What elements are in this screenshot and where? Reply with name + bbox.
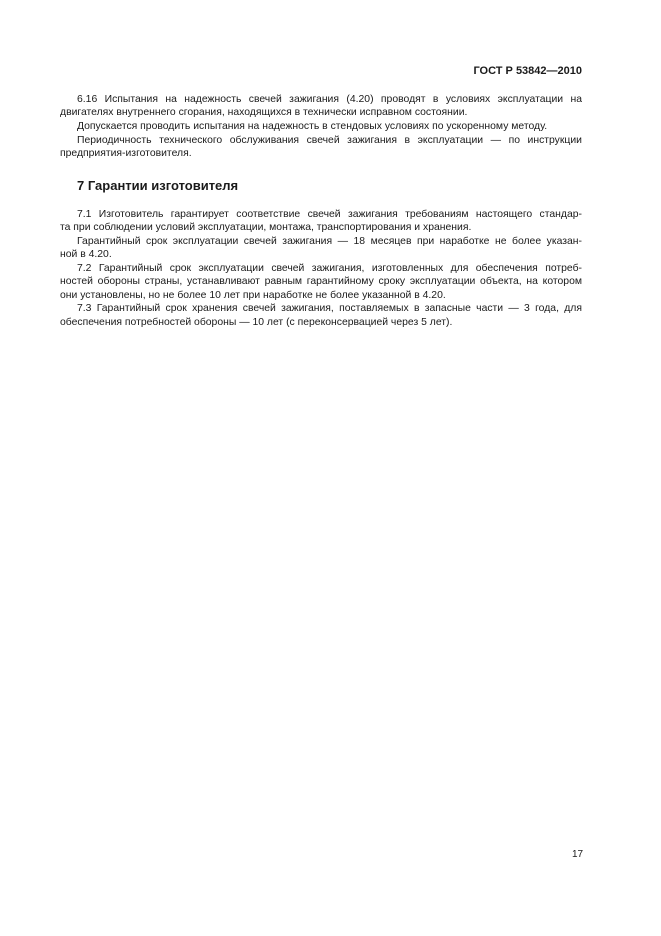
page-number: 17: [572, 849, 584, 860]
text-line: ной в 4.20.: [60, 249, 112, 260]
document-id: ГОСТ Р 53842—2010: [473, 65, 582, 77]
text-line: та при соблюдении условий эксплуатации, монтажа, транспортирования и хранения.: [60, 222, 472, 233]
text-line: ностей обороны страны, устанавливают равным гарантийному сроку эксплуатации объекта, на котором: [60, 276, 582, 287]
text-line: 6.16 Испытания на надежность свечей зажигания (4.20) проводят в условиях эксплуатации на: [77, 94, 582, 105]
text-line: они установлены, но не более 10 лет при наработке не более указанной в 4.20.: [60, 290, 446, 301]
text-line: 7.2 Гарантийный срок эксплуатации свечей зажигания, изготовленных для обеспечения потреб-: [77, 263, 582, 274]
text-line: Допускается проводить испытания на надежность в стендовых условиях по ускоренному методу.: [77, 121, 548, 132]
text-line: 7.3 Гарантийный срок хранения свечей зажигания, поставляемых в запасные части — 3 года, для: [77, 303, 582, 314]
section-heading: 7 Гарантии изготовителя: [77, 178, 239, 193]
text-line: обеспечения потребностей обороны — 10 лет (с переконсервацией через 5 лет).: [60, 317, 453, 328]
text-line: предприятия-изготовителя.: [60, 148, 192, 159]
text-line: 7.1 Изготовитель гарантирует соответствие свечей зажигания требованиям настоящего стандар-: [77, 209, 582, 220]
text-line: Периодичность технического обслуживания свечей зажигания в эксплуатации — по инструкции: [77, 135, 582, 146]
text-line: Гарантийный срок эксплуатации свечей зажигания — 18 месяцев при наработке не более указан-: [77, 236, 582, 247]
text-line: двигателях внутреннего сгорания, находящихся в технически исправном состоянии.: [60, 107, 468, 118]
